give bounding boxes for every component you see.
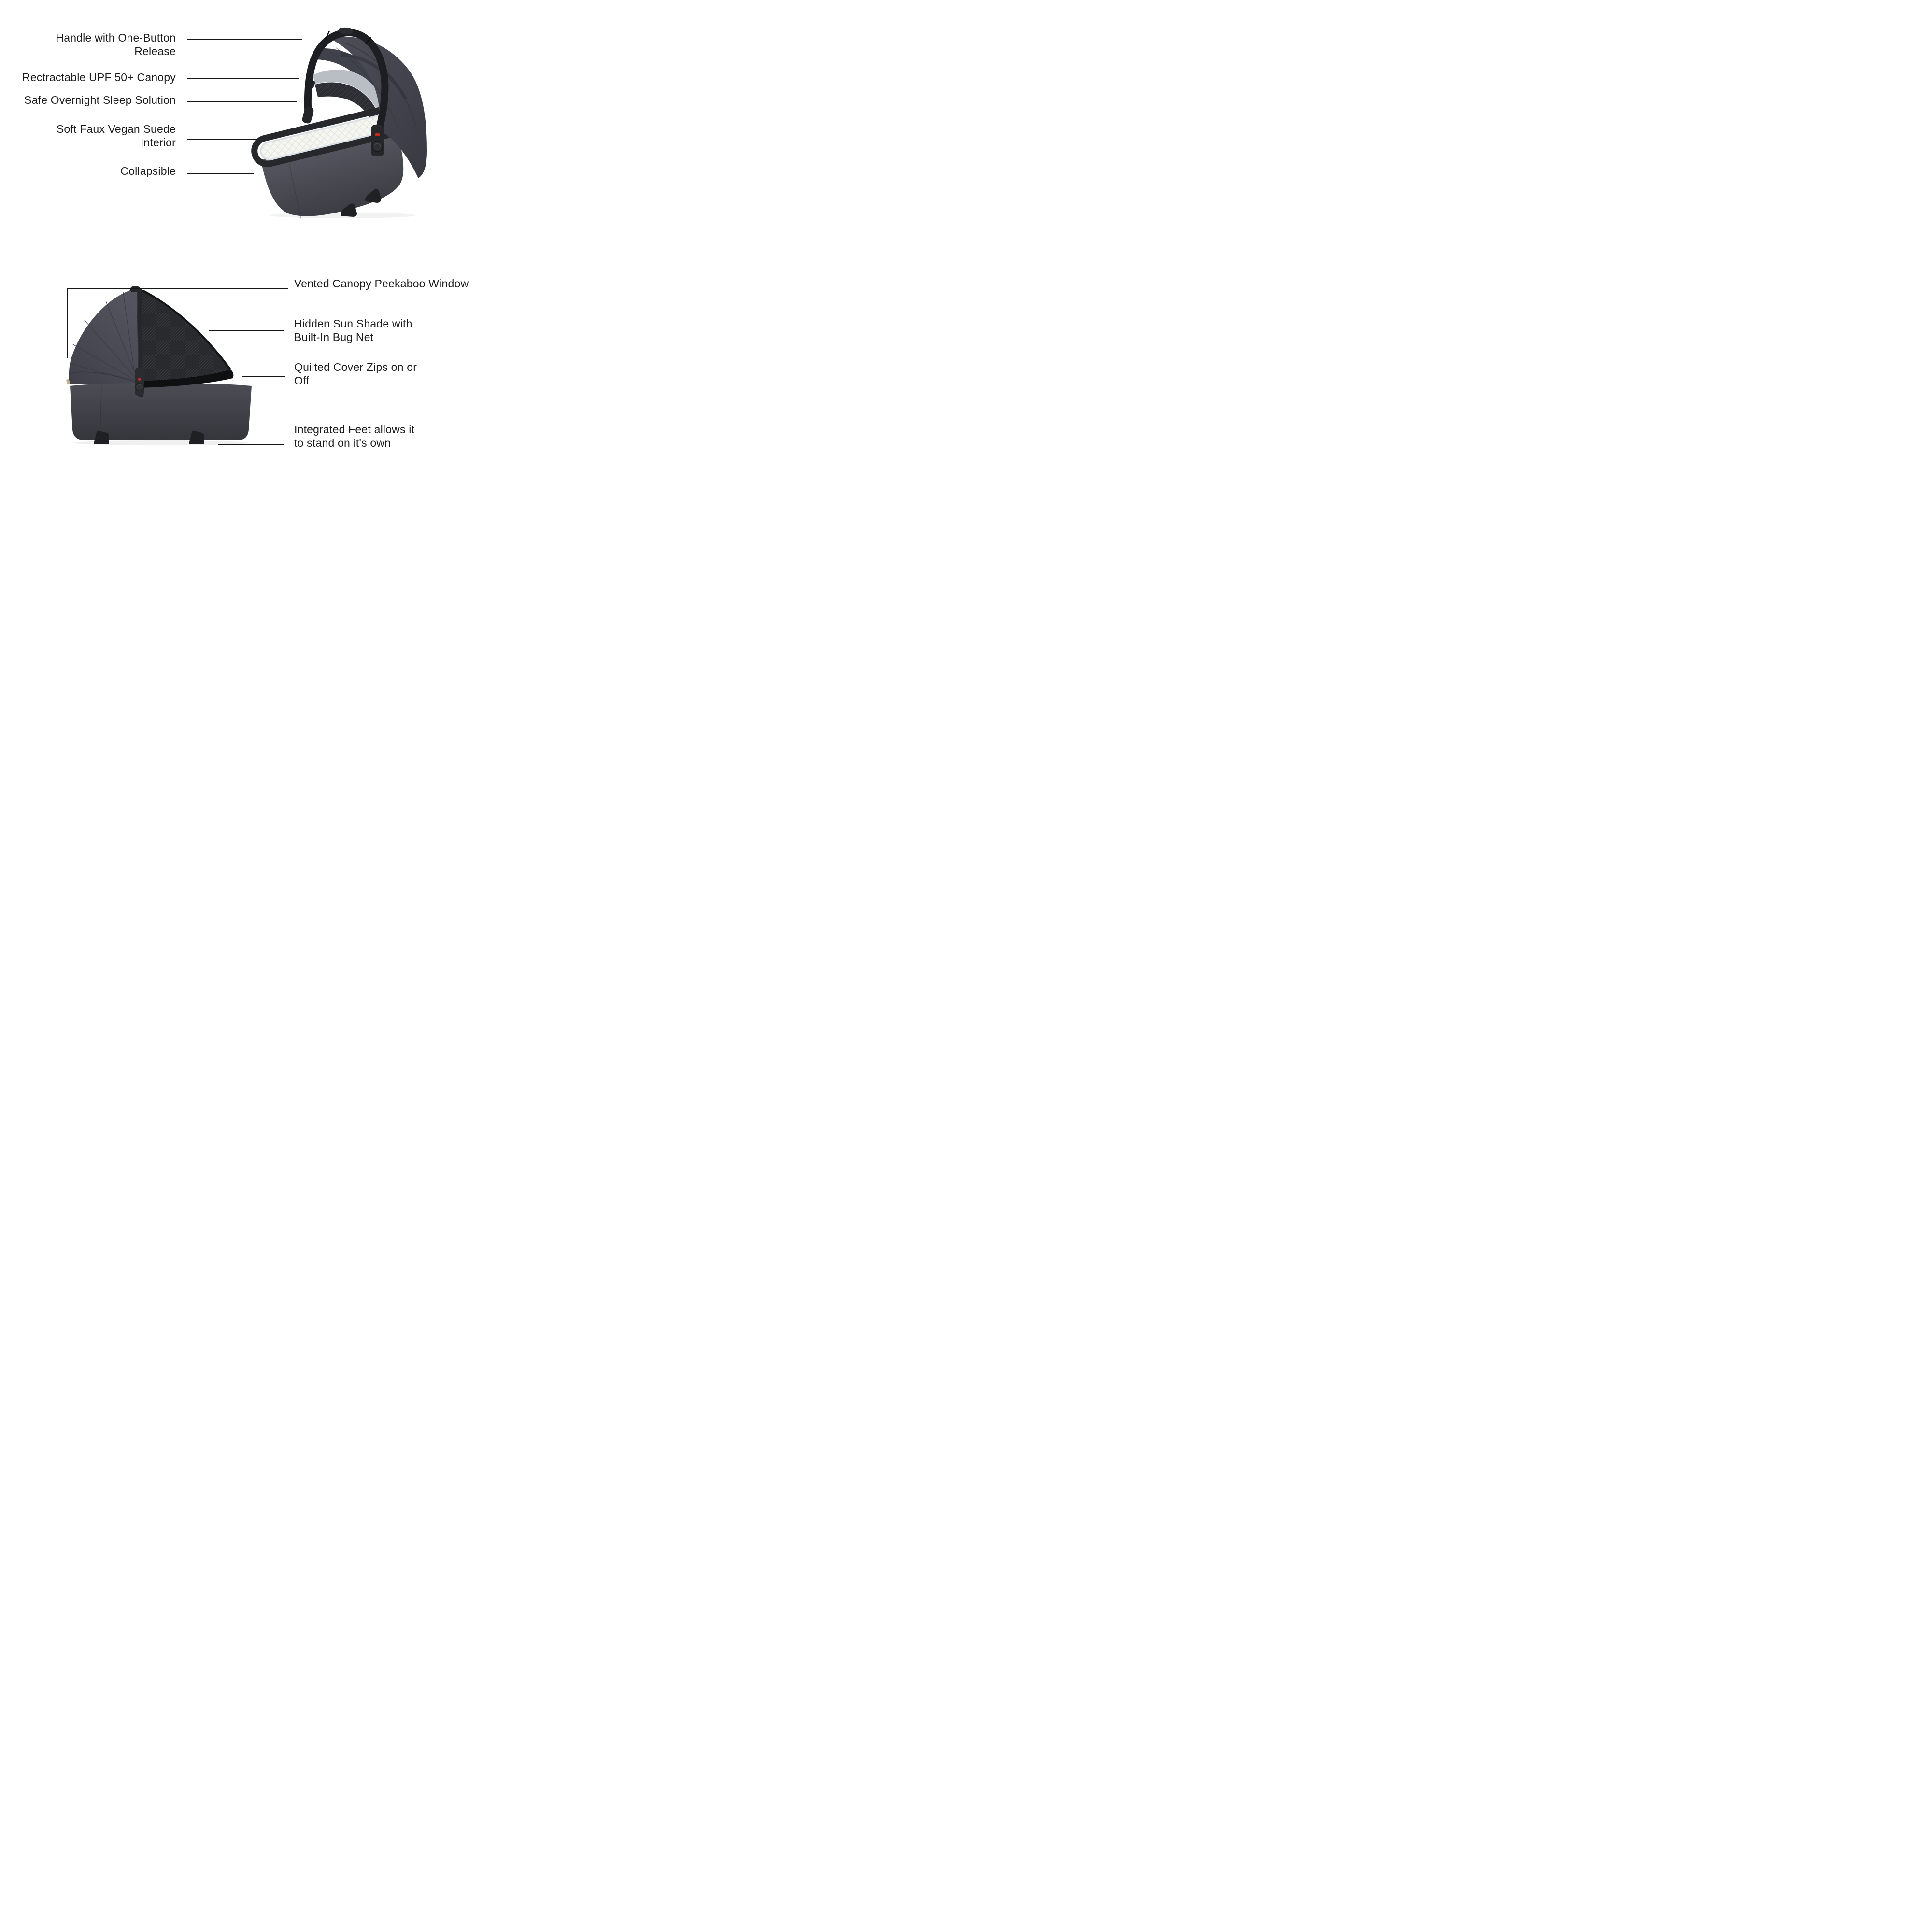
label-line-text: Integrated Feet allows it	[294, 423, 415, 436]
label-line-text: to stand on it's own	[294, 437, 391, 449]
label-line-text: Hidden Sun Shade with	[294, 317, 412, 330]
label-line-text: Quilted Cover Zips on or	[294, 361, 417, 373]
connector-line-handle	[187, 39, 302, 40]
label-line-text: Built-In Bug Net	[294, 331, 374, 343]
label-line-text: Interior	[140, 136, 176, 149]
bassinet-three-quarter-illustration	[246, 27, 433, 219]
connector-line-peekaboo-horizontal	[67, 288, 288, 289]
feature-label-quilted-cover	[294, 360, 482, 387]
label-line-text: Collapsible	[120, 165, 176, 177]
red-indicator	[138, 378, 141, 381]
red-indicator	[375, 133, 380, 136]
feature-label-integrated-feet	[294, 423, 482, 450]
label-line-text: Safe Overnight Sleep Solution	[24, 94, 176, 106]
feature-label-suede-interior	[0, 122, 176, 149]
feature-diagram-canvas	[0, 0, 483, 483]
label-line-text: Soft Faux Vegan Suede	[56, 123, 176, 135]
label-line-text: Vented Canopy Peekaboo Window	[294, 277, 469, 290]
sun-shade-mesh	[138, 290, 233, 388]
feature-label-sleep-solution	[0, 93, 176, 107]
connector-line-sun-shade	[209, 330, 284, 331]
folded-canopy	[66, 289, 138, 385]
connector-line-canopy	[187, 78, 299, 79]
feature-label-canopy	[0, 71, 176, 84]
connector-line-quilted-cover	[242, 376, 285, 377]
connector-line-sleep-solution	[187, 101, 297, 102]
feature-label-handle	[0, 31, 176, 58]
label-line-text: Off	[294, 374, 309, 387]
label-line-text: Release	[134, 45, 176, 57]
connector-line-suede-interior	[187, 139, 257, 140]
label-line-text: Rectractable UPF 50+ Canopy	[22, 71, 176, 84]
feature-label-sun-shade	[294, 317, 482, 344]
connector-line-peekaboo-vertical	[67, 288, 68, 358]
feature-label-collapsible	[0, 164, 176, 178]
bassinet-side-illustration	[65, 286, 258, 446]
label-line-text: Handle with One-Button	[56, 31, 176, 44]
feature-label-peekaboo-window	[294, 277, 482, 290]
connector-line-integrated-feet	[218, 444, 284, 445]
connector-line-collapsible	[187, 173, 254, 174]
